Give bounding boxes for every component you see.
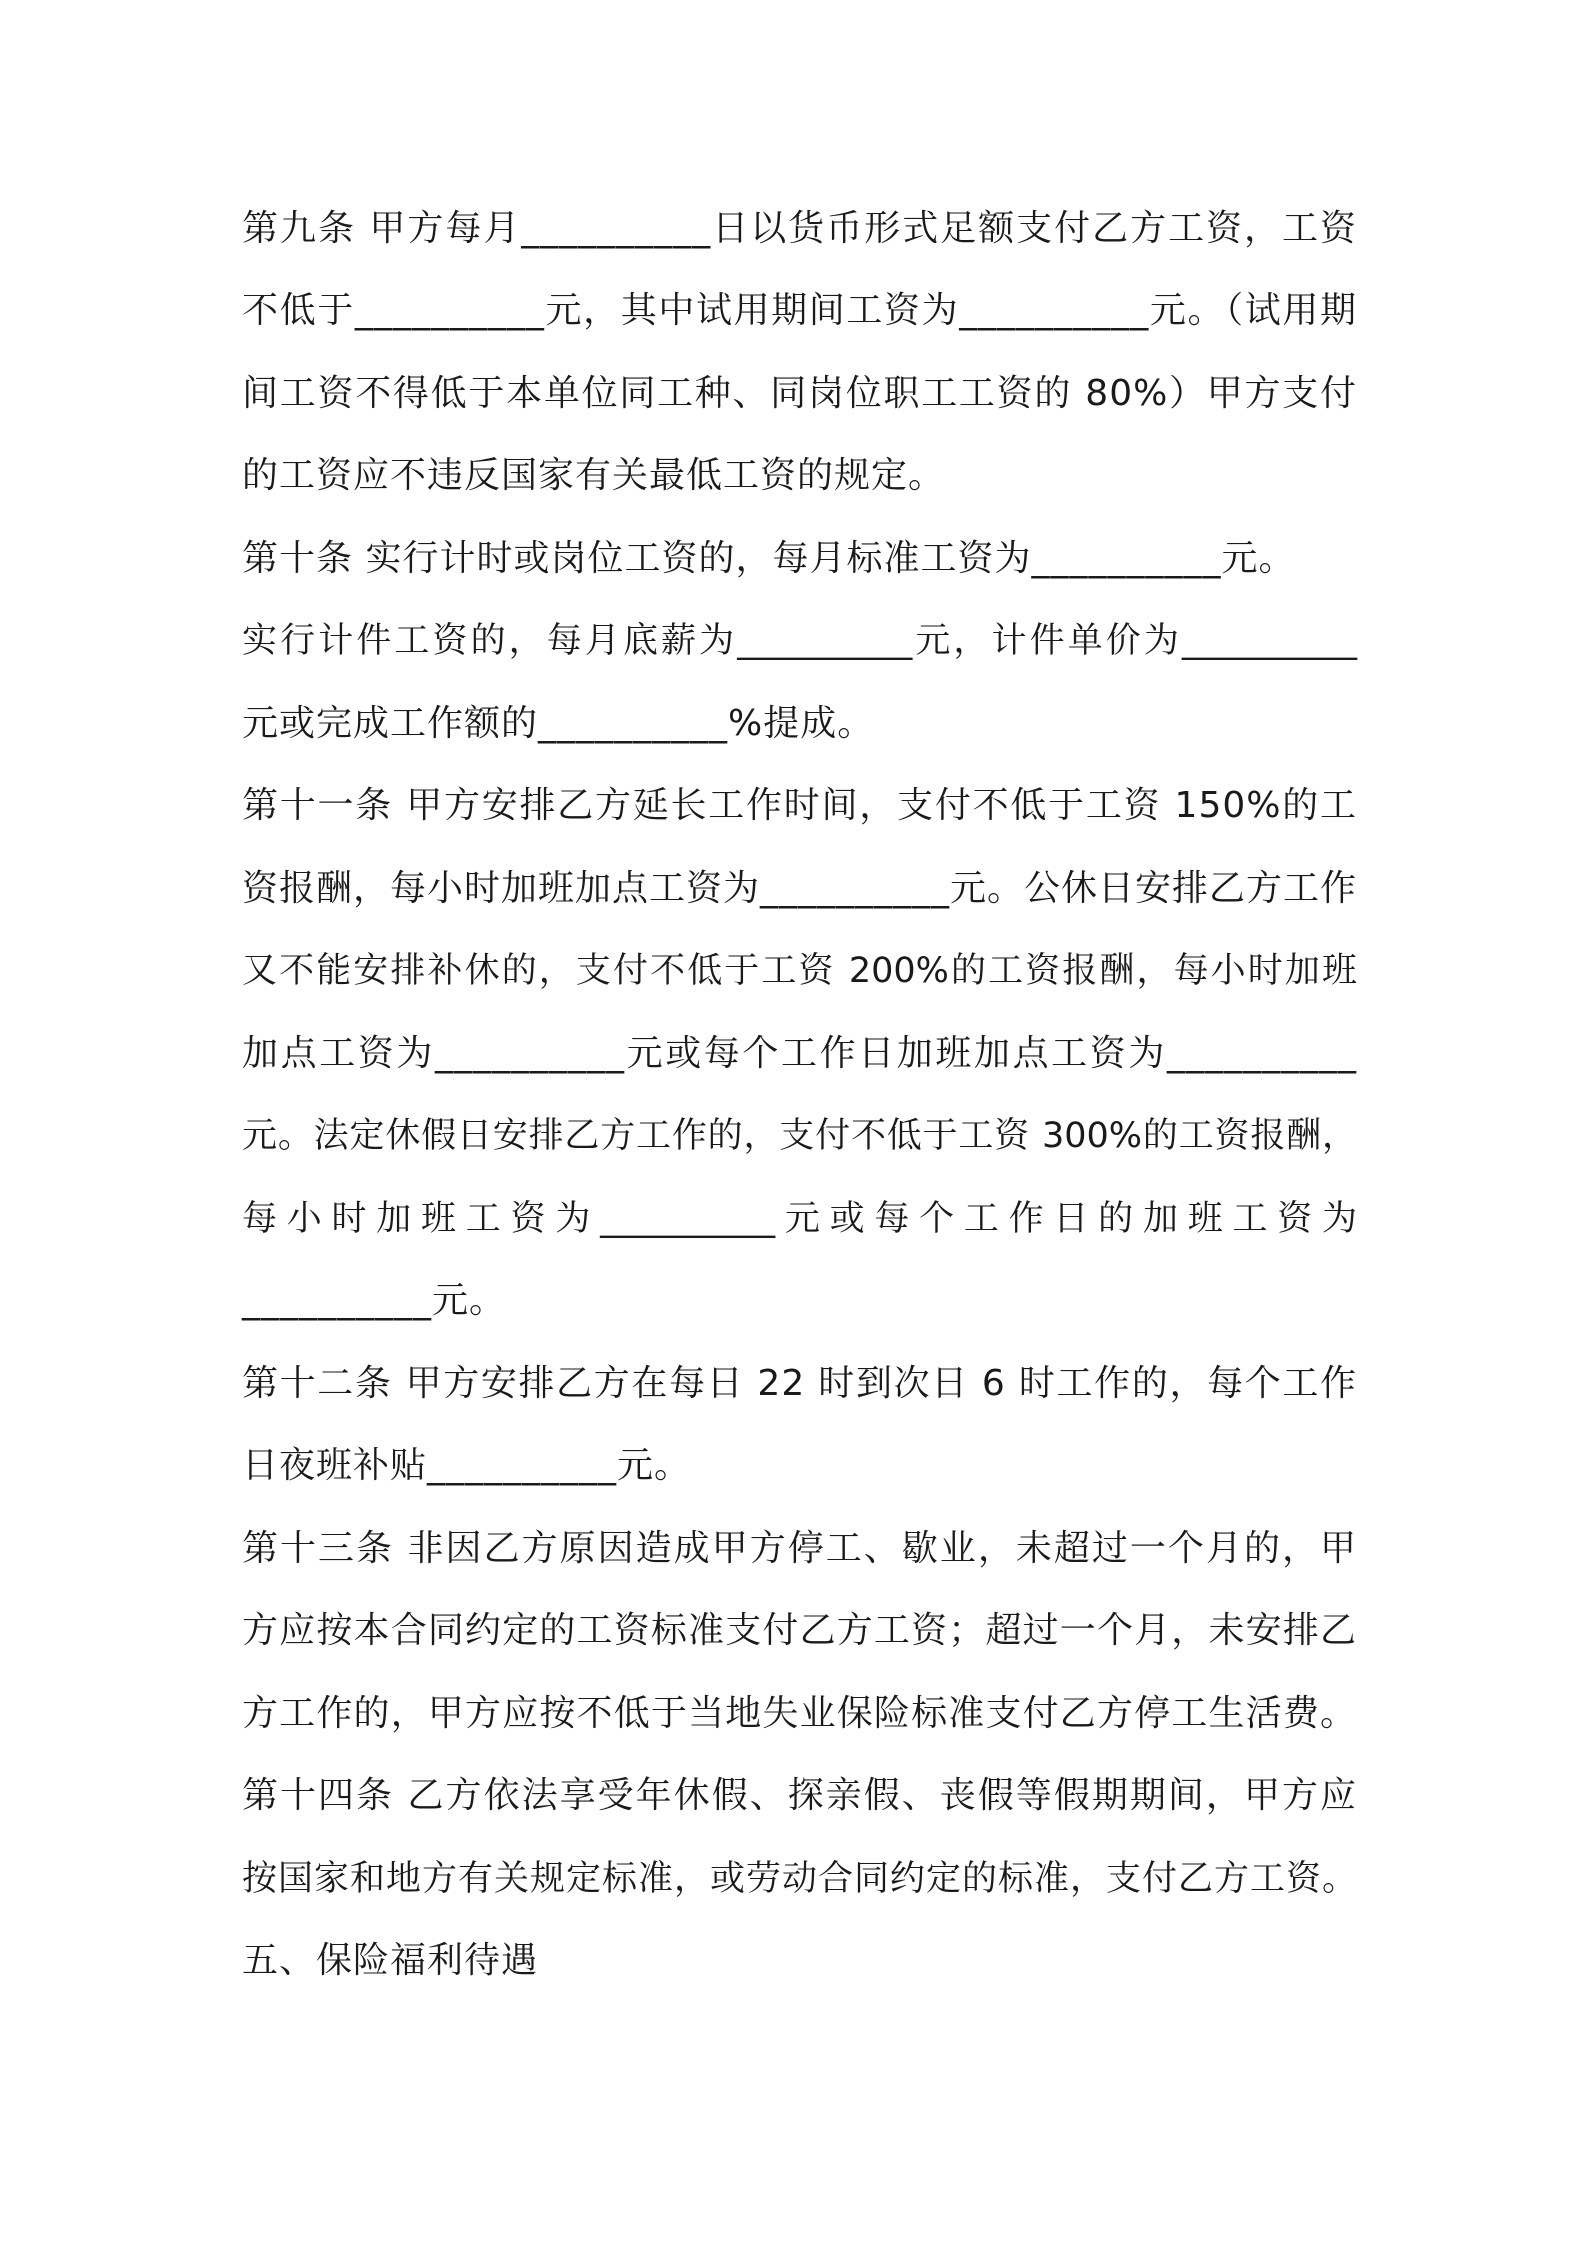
article-12-line-2: 日夜班补贴__________元。 bbox=[242, 1445, 692, 1486]
article-9-line-1: 第九条 甲方每月__________日以货币形式足额支付乙方工资，工资 bbox=[242, 208, 1357, 249]
article-10-line-2: 实行计件工资的，每月底薪为__________元，计件单价为__________ bbox=[242, 621, 1357, 661]
article-11-line-5: 元。法定休假日安排乙方工作的，支付不低于工资 300%的工资报酬， bbox=[242, 1116, 1357, 1156]
section-heading-insurance-welfare: 五、保险福利待遇 bbox=[242, 1940, 539, 1981]
article-11-line-2: 资报酬，每小时加班加点工资为__________元。公休日安排乙方工作 bbox=[242, 868, 1358, 909]
article-11-line-4: 加点工资为__________元或每个工作日加班加点工资为__________ bbox=[242, 1033, 1357, 1074]
article-14-line-1: 第十四条 乙方依法享受年休假、探亲假、丧假等假期期间，甲方应 bbox=[242, 1775, 1357, 1816]
article-9-line-2: 不低于__________元，其中试用期间工资为__________元。（试用期 bbox=[242, 290, 1357, 331]
article-12-line-1: 第十二条 甲方安排乙方在每日 22 时到次日 6 时工作的，每个工作 bbox=[242, 1363, 1357, 1404]
article-11-line-1: 第十一条 甲方安排乙方延长工作时间，支付不低于工资 150%的工 bbox=[242, 785, 1357, 826]
article-11-line-6: 每小时加班工资为__________元或每个工作日的加班工资为 bbox=[242, 1199, 1357, 1239]
article-14-line-2: 按国家和地方有关规定标准，或劳动合同约定的标准，支付乙方工资。 bbox=[242, 1859, 1357, 1899]
article-10-line-3: 元或完成工作额的__________%提成。 bbox=[242, 703, 875, 744]
article-9-line-3: 间工资不得低于本单位同工种、同岗位职工工资的 80%）甲方支付 bbox=[242, 373, 1357, 414]
article-13-line-2: 方应按本合同约定的工资标准支付乙方工资；超过一个月，未安排乙 bbox=[242, 1610, 1357, 1651]
article-9-line-4: 的工资应不违反国家有关最低工资的规定。 bbox=[242, 455, 946, 496]
article-11-line-7: __________元。 bbox=[242, 1280, 507, 1321]
article-13-line-3: 方工作的，甲方应按不低于当地失业保险标准支付乙方停工生活费。 bbox=[242, 1693, 1357, 1734]
article-13-line-1: 第十三条 非因乙方原因造成甲方停工、歇业，未超过一个月的，甲 bbox=[242, 1528, 1357, 1569]
article-10-line-1: 第十条 实行计时或岗位工资的，每月标准工资为__________元。 bbox=[242, 538, 1296, 579]
article-11-line-3: 又不能安排补休的，支付不低于工资 200%的工资报酬，每小时加班 bbox=[242, 951, 1357, 991]
